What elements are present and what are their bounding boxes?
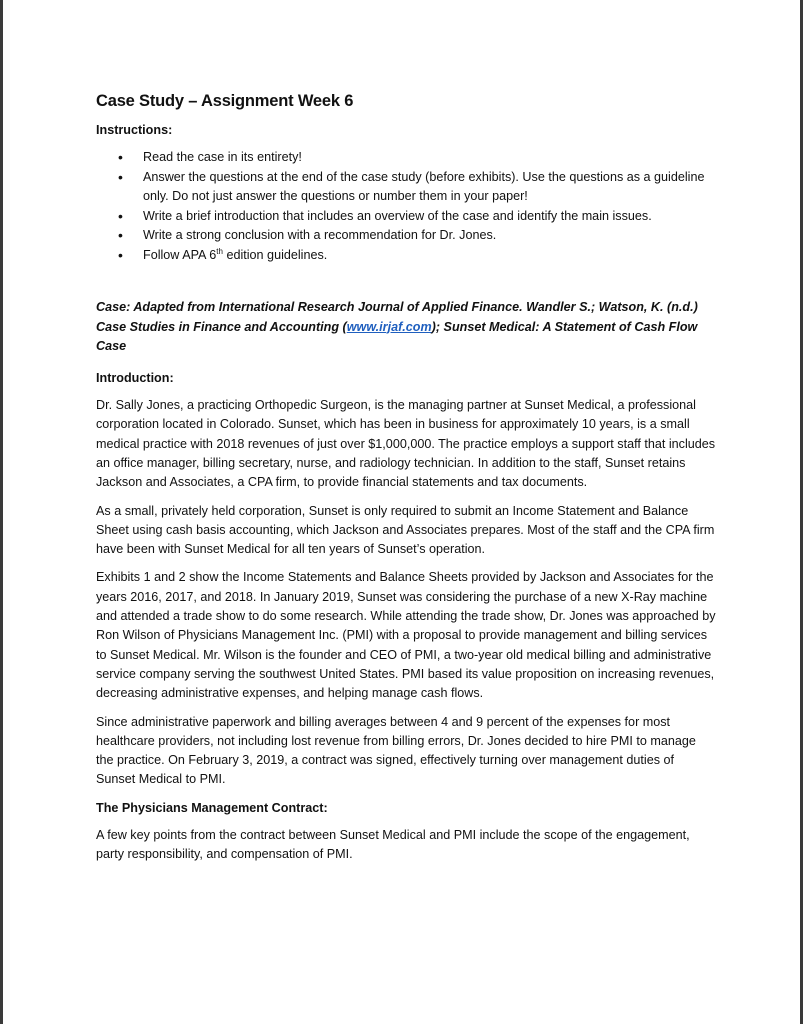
intro-paragraph: Exhibits 1 and 2 show the Income Statements and Balance Sheets provided by Jackson and Associates for the years 2016, 2017, and 2018. In January 2019, Sunset was considering the purchase of a new X-Ray machine and attended a trade show to do some research. While attending the trade show, Dr. Jones was approached by Ron Wilson of Physicians Management Inc. (PMI) with a proposal to provide management and billing services to Sunset Medical. Mr. Wilson is the founder and CEO of PMI, a two-year old medical billing and administrative service company serving the southwest United States. PMI based its value proposition on increasing revenues, decreasing administrative expenses, and helping manage cash flows. xyxy=(96,570,716,701)
intro-paragraph: Since administrative paperwork and billing averages between 4 and 9 percent of the expenses for most healthcare providers, not including lost revenue from billing errors, Dr. Jones decided to hire PMI to manage the practice. On February 3, 2019, a contract was signed, effectively turning over management duties of Sunset Medical to PMI. xyxy=(96,714,696,787)
superscript: th xyxy=(216,246,223,256)
instruction-item: • Write a strong conclusion with a recommendation for Dr. Jones. xyxy=(96,226,716,246)
instructions-list xyxy=(96,148,716,265)
intro-paragraph: As a small, privately held corporation, Sunset is only required to submit an Income Statement and Balance Sheet using cash basis accounting, which Jackson and Associates prepares. Most of the staff and the CPA firm have been with Sunset Medical for all ten years of Sunset’s operation. xyxy=(96,503,715,557)
introduction-heading: Introduction: xyxy=(96,371,174,386)
citation-text: Case: Adapted from International Research Journal of Applied Finance. Wandler S.; Watson, K. (n.d.) Case Studies in Finance and Accounting ( xyxy=(96,300,698,334)
instruction-item: • Answer the questions at the end of the case study (before exhibits). Use the questions as a guideline only. Do not just answer the questions or number them in your paper! xyxy=(96,168,716,207)
contract-heading: The Physicians Management Contract: xyxy=(96,800,328,815)
instruction-item: • Write a brief introduction that includes an overview of the case and identify the main issues. xyxy=(96,207,716,227)
instructions-label: Instructions: xyxy=(96,123,173,137)
irjaf-link[interactable]: www.irjaf.com xyxy=(346,319,432,334)
instruction-text: edition guidelines. xyxy=(222,247,328,262)
document-page xyxy=(96,92,716,873)
contract-paragraph: A few key points from the contract between Sunset Medical and PMI include the scope of the engagement, party responsibility, and compensation of PMI. xyxy=(96,827,690,862)
window-edge-left xyxy=(0,0,3,1024)
instruction-item xyxy=(96,246,716,266)
case-source-citation xyxy=(96,298,716,357)
document-title: Case Study – Assignment Week 6 xyxy=(96,92,354,110)
intro-paragraph: Dr. Sally Jones, a practicing Orthopedic Surgeon, is the managing partner at Sunset Medical, a professional corporation located in Colorado. Sunset, which has been in business for approximately 10 years, is a small medical practice with 2018 revenues of just over $1,000,000. The practice employs a support staff that includes an office manager, billing secretary, nurse, and radiology technician. In addition to the staff, Sunset retains Jackson and Associates, a CPA firm, to provide financial statements and tax documents. xyxy=(96,398,716,490)
instruction-text: Follow APA 6 xyxy=(143,247,217,262)
instruction-item: • Read the case in its entirety! xyxy=(96,148,716,168)
citation-text: ); Sunset Medical: A Statement of Cash Flow Case xyxy=(96,319,698,353)
